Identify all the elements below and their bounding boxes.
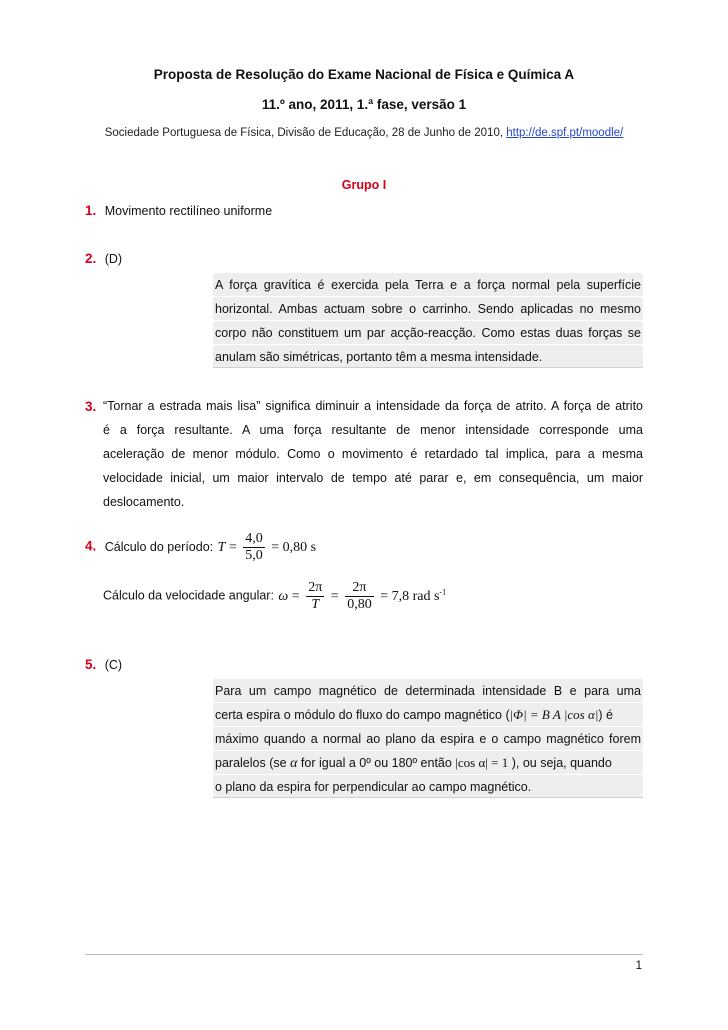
question-number: 2. (85, 251, 97, 266)
question-5 (85, 656, 122, 674)
answer-option: (D) (104, 252, 123, 266)
box-text: for igual a 0º ou 180º então (300, 756, 452, 770)
flux-formula: |Φ| = B A |cos α| (509, 707, 599, 722)
fraction-numerator: 4,0 (245, 531, 263, 546)
source-text: Sociedade Portuguesa de Física, Divisão de Educação, 28 de Junho de 2010, (104, 127, 504, 139)
paragraph-line: velocidade inicial, um maior intervalo de tempo até parar e, em consequência, um maior (103, 471, 643, 485)
paragraph-line: deslocamento. (103, 495, 185, 509)
box-line: o plano da espira for perpendicular ao campo magnético. (213, 774, 643, 798)
question-4-angular (103, 580, 446, 613)
fraction-numerator: 2π (345, 580, 374, 597)
question-number: 5. (85, 657, 97, 672)
question-2 (85, 250, 122, 268)
box-text: certa espira o módulo do fluxo do campo magnético ( (215, 708, 510, 722)
box-line: Para um campo magnético de determinada intensidade B e para uma (213, 678, 643, 702)
source-line (0, 127, 728, 139)
answer-text: Movimento rectilíneo uniforme (104, 204, 273, 218)
paragraph-line: aceleração de menor módulo. Como o movimento é retardado tal implica, para a mesma (103, 447, 643, 461)
box-line: corpo não constituem um par acção-reacção. Como estas duas forças se (213, 320, 643, 344)
period-symbol: T (217, 539, 226, 555)
angular-exponent: -1 (439, 587, 447, 597)
question-3-number (85, 398, 96, 416)
page-number: 1 (635, 960, 642, 972)
box-text: paralelos (se (215, 756, 287, 770)
box-text: ) é (598, 708, 613, 722)
fraction-numerator: 2π (308, 580, 323, 595)
box-line: anulam são simétricas, portanto têm a mesma intensidade. (213, 344, 643, 368)
period-fraction (243, 531, 265, 564)
explanation-box (213, 272, 643, 368)
fraction-denominator: 5,0 (245, 548, 263, 563)
alpha-symbol: α (290, 756, 298, 771)
period-label: Cálculo do período: (104, 539, 214, 554)
cos-formula: |cos α| = 1 (455, 755, 509, 770)
footer-divider (85, 954, 643, 955)
period-result: = 0,80 s (271, 539, 317, 555)
box-line (213, 702, 643, 726)
paragraph-line: é a força resultante. A uma força resultante de menor intensidade corresponde uma (103, 423, 643, 437)
answer-option: (C) (104, 658, 123, 672)
period-formula: T = $\frac{4,0}{5,0}$ = 0,80 s (217, 531, 317, 563)
explanation-box (213, 678, 643, 798)
fraction-denominator: 0,80 (347, 597, 372, 612)
document-title: Proposta de Resolução do Exame Nacional de Física e Química A (153, 67, 575, 82)
angular-fraction-1 (306, 580, 324, 613)
question-4-period (85, 531, 316, 564)
omega-symbol: ω (278, 588, 289, 604)
group-title: Grupo I (341, 178, 387, 192)
fraction-denominator: T (311, 597, 320, 612)
box-line: máximo quando a normal ao plano da espira e o campo magnético forem (213, 726, 643, 750)
angular-result: = 7,8 rad s (380, 588, 440, 604)
box-text: ), ou seja, quando (511, 756, 612, 770)
box-line: horizontal. Ambas actuam sobre o carrinho. Sendo aplicadas no mesmo (213, 296, 643, 320)
question-3-text (103, 394, 643, 514)
box-line (213, 750, 643, 774)
question-1 (85, 202, 272, 220)
paragraph-line: “Tornar a estrada mais lisa” significa diminuir a intensidade da força de atrito. A força de atrito (103, 399, 643, 413)
angular-fraction-2 (345, 580, 374, 613)
document-subtitle: 11.º ano, 2011, 1.ª fase, versão 1 (261, 97, 467, 112)
source-link[interactable]: http://de.spf.pt/moodle/ (506, 127, 624, 139)
box-line: A força gravítica é exercida pela Terra e a força normal pela superfície (213, 272, 643, 296)
question-number: 1. (85, 203, 97, 218)
question-number: 3. (85, 399, 97, 414)
angular-formula: ω = $\frac{2\pi}{T}$ = $\frac{2\pi}{0,80}$ = 7,8 rad $s^{-1}$ (278, 580, 447, 612)
question-number: 4. (85, 538, 97, 554)
angular-label: Cálculo da velocidade angular: (103, 588, 274, 603)
